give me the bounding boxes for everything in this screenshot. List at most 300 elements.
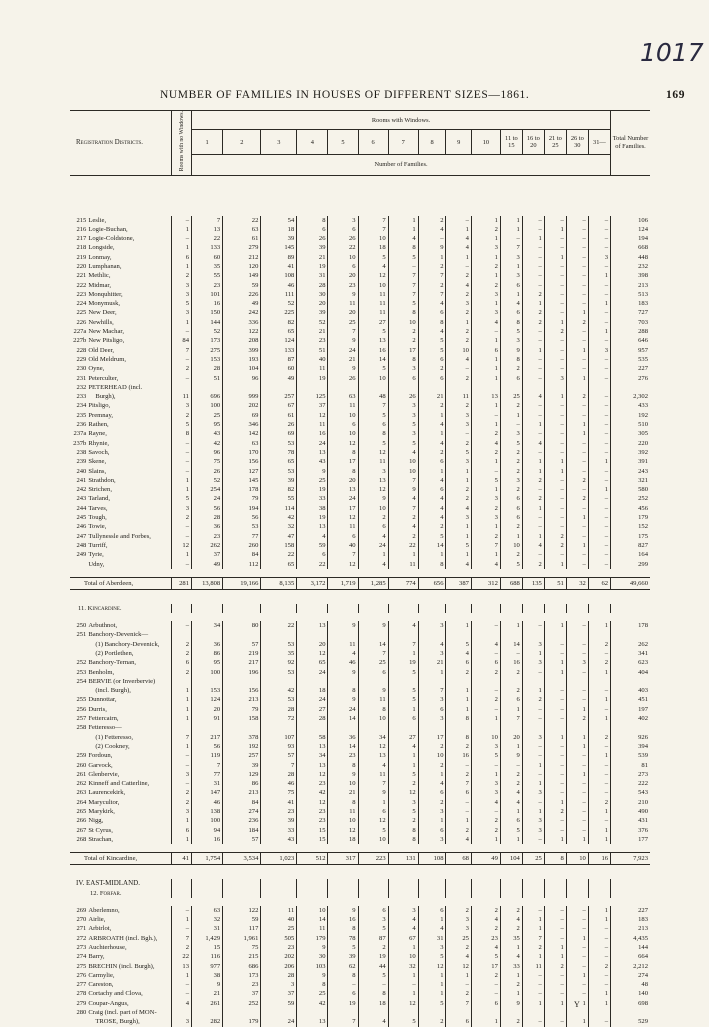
family-count-cell (223, 630, 261, 639)
family-count-cell: 1 (544, 318, 566, 327)
family-count-cell: 2 (588, 658, 610, 667)
family-count-cell: 82 (261, 485, 297, 494)
family-count-cell: 8 (388, 835, 418, 844)
family-count-cell: 2 (522, 560, 544, 569)
family-count-cell: 1 (500, 621, 522, 630)
family-count-cell: 2 (588, 733, 610, 742)
family-count-cell: 14 (418, 541, 446, 550)
family-count-cell (388, 677, 418, 686)
total-families-cell: 299 (611, 560, 650, 569)
family-count-cell: 3,534 (223, 853, 261, 865)
family-count-cell: 5 (471, 476, 500, 485)
family-count-cell: 7 (358, 225, 388, 234)
district-number: 266 (76, 817, 87, 825)
table-row (70, 723, 650, 732)
family-count-cell: 20 (297, 299, 328, 308)
table-row (70, 253, 650, 262)
family-count-cell: 4 (471, 798, 500, 807)
family-count-cell: – (544, 429, 566, 438)
family-count-cell (172, 677, 192, 686)
district-name: BRECHIN (incl. Burgh), (88, 962, 155, 970)
family-count-cell (500, 1008, 522, 1017)
family-count-cell: 9 (328, 336, 358, 345)
family-count-cell: 10 (328, 816, 358, 825)
family-count-cell (261, 723, 297, 732)
family-count-cell: 38 (191, 971, 222, 980)
family-count-cell: 32 (388, 962, 418, 971)
table-row (70, 299, 650, 308)
family-count-cell: 1 (522, 952, 544, 961)
family-count-cell: 9 (297, 943, 328, 952)
family-count-cell: – (522, 971, 544, 980)
district-name: Nigg, (88, 817, 104, 825)
family-count-cell: 79 (223, 494, 261, 503)
family-count-cell: – (566, 761, 588, 770)
district-name: Oyne, (88, 365, 105, 373)
family-count-cell: 75 (223, 943, 261, 952)
district-number: 264 (76, 798, 87, 806)
family-count-cell: 7 (446, 779, 471, 788)
family-count-cell: 125 (297, 392, 328, 401)
family-count-cell: 22 (261, 550, 297, 559)
family-count-cell: 3 (388, 364, 418, 373)
family-count-cell: 1 (446, 522, 471, 531)
family-count-cell: 27 (358, 318, 388, 327)
family-count-cell: 56 (191, 504, 222, 513)
table-row (70, 411, 650, 420)
family-count-cell: 158 (223, 714, 261, 723)
family-count-cell: 3 (446, 411, 471, 420)
family-count-cell: 3 (500, 336, 522, 345)
family-count-cell: 23 (328, 751, 358, 760)
family-count-cell: 2 (500, 1017, 522, 1026)
family-count-cell: 7 (471, 541, 500, 550)
family-count-cell: 122 (223, 327, 261, 336)
table-row (70, 262, 650, 271)
family-count-cell: – (566, 336, 588, 345)
family-count-cell: – (544, 788, 566, 797)
family-count-cell: – (172, 906, 192, 915)
total-families-cell: 510 (611, 420, 650, 429)
family-count-cell: 2 (446, 290, 471, 299)
family-count-cell: 1 (172, 971, 192, 980)
family-count-cell: 3 (446, 457, 471, 466)
family-count-cell: 2 (388, 327, 418, 336)
family-count-cell: 100 (191, 401, 222, 410)
family-count-cell: 178 (223, 485, 261, 494)
table-row (70, 271, 650, 280)
district-number: 217 (76, 235, 87, 243)
total-families-cell: 394 (611, 742, 650, 751)
family-count-cell: 5 (446, 541, 471, 550)
family-count-cell: 40 (261, 915, 297, 924)
family-count-cell: 49 (223, 299, 261, 308)
family-count-cell: 49 (261, 374, 297, 383)
family-count-cell: – (471, 649, 500, 658)
family-count-cell: 2 (471, 429, 500, 438)
family-count-cell: 12 (358, 742, 388, 751)
family-count-cell: – (522, 751, 544, 760)
family-count-cell: – (566, 779, 588, 788)
family-count-cell: 3 (418, 807, 446, 816)
spacer-row (70, 865, 650, 880)
family-count-cell: 57 (223, 835, 261, 844)
family-count-cell: 1 (544, 999, 566, 1008)
family-count-cell: – (566, 439, 588, 448)
family-count-cell: 63 (223, 439, 261, 448)
district-number: 259 (76, 752, 87, 760)
family-count-cell: – (588, 420, 610, 429)
family-count-cell: 2 (500, 924, 522, 933)
family-count-cell: 22 (172, 952, 192, 961)
district-number: 226 (76, 318, 87, 326)
total-families-cell: 827 (611, 541, 650, 550)
family-count-cell: 11 (358, 695, 388, 704)
family-count-cell: 8 (500, 355, 522, 364)
family-count-cell: 7 (446, 999, 471, 1008)
family-count-cell: – (522, 401, 544, 410)
family-count-cell: – (588, 216, 610, 225)
family-count-cell: 2 (446, 401, 471, 410)
header-gap (70, 175, 650, 216)
family-count-cell: 1 (446, 550, 471, 559)
family-count-cell: 977 (191, 962, 222, 971)
family-count-cell: 3 (471, 513, 500, 522)
family-count-cell: 122 (223, 906, 261, 915)
family-count-cell: 9 (328, 770, 358, 779)
family-count-cell: – (588, 541, 610, 550)
family-count-cell (261, 630, 297, 639)
family-count-cell: 2 (418, 522, 446, 531)
family-count-cell: 8 (172, 429, 192, 438)
family-count-cell (471, 1008, 500, 1017)
family-count-cell: 7 (358, 779, 388, 788)
family-count-cell: 1 (388, 705, 418, 714)
column-header: 16 to 20 (522, 130, 544, 155)
family-count-cell: 4 (418, 299, 446, 308)
family-count-cell: 4 (446, 835, 471, 844)
table-row (70, 364, 650, 373)
family-count-cell: 4 (358, 761, 388, 770)
family-count-cell (418, 1008, 446, 1017)
family-count-cell: 2 (418, 401, 446, 410)
table-row (70, 649, 650, 658)
family-count-cell: 8 (358, 705, 388, 714)
family-count-cell: 44 (358, 962, 388, 971)
family-count-cell (223, 383, 261, 392)
family-count-cell: 8 (328, 971, 358, 980)
family-count-cell (172, 1008, 192, 1017)
family-count-cell: – (522, 714, 544, 723)
family-count-cell: – (471, 980, 500, 989)
total-families-cell: 727 (611, 308, 650, 317)
district-name: Dunnottar, (88, 696, 117, 704)
family-count-cell: 274 (223, 807, 261, 816)
family-count-cell: – (446, 980, 471, 989)
family-count-cell: 6 (358, 668, 388, 677)
family-count-cell: 19 (297, 513, 328, 522)
family-count-cell: 49 (471, 853, 500, 865)
family-count-cell: 2 (566, 392, 588, 401)
total-families-cell: 623 (611, 658, 650, 667)
table-row (70, 392, 650, 401)
family-count-cell: 10 (358, 835, 388, 844)
family-count-cell: 7 (358, 401, 388, 410)
table-row (70, 346, 650, 355)
family-count-cell: 5 (358, 924, 388, 933)
family-count-cell: 4 (388, 915, 418, 924)
district-number: 222 (76, 281, 87, 289)
family-count-cell: 2 (446, 668, 471, 677)
family-count-cell: 262 (191, 541, 222, 550)
family-count-cell: 2 (446, 826, 471, 835)
family-count-cell: – (544, 522, 566, 531)
family-count-cell: 3 (418, 714, 446, 723)
family-count-cell: 57 (261, 751, 297, 760)
district-name: Udny, (88, 560, 105, 568)
family-count-cell: 2 (172, 943, 192, 952)
family-count-cell: 17 (328, 457, 358, 466)
family-count-cell: 6 (418, 355, 446, 364)
family-count-cell: 5 (500, 560, 522, 569)
family-count-cell: 24 (297, 668, 328, 677)
family-count-cell: 9 (500, 751, 522, 760)
family-count-cell: 686 (223, 962, 261, 971)
family-count-cell: – (522, 742, 544, 751)
family-count-cell: 3 (172, 401, 192, 410)
district-name: Auchterhouse, (88, 944, 127, 951)
family-count-cell: 156 (223, 686, 261, 695)
district-number: 243 (76, 495, 87, 503)
signature-mark: Y (574, 1000, 580, 1009)
family-count-cell: 1 (566, 541, 588, 550)
family-count-cell: 14 (328, 742, 358, 751)
total-families-cell (611, 723, 650, 732)
total-families-cell: 664 (611, 952, 650, 961)
family-count-cell: 7 (172, 346, 192, 355)
family-count-cell: 59 (223, 281, 261, 290)
family-count-cell: 1 (471, 253, 500, 262)
district-number: 271 (76, 925, 87, 933)
family-count-cell: 1 (544, 668, 566, 677)
family-count-cell: 13 (297, 742, 328, 751)
family-count-cell: 4 (418, 504, 446, 513)
total-families-cell: 140 (611, 989, 650, 998)
family-count-cell (446, 630, 471, 639)
family-count-cell: 213 (223, 695, 261, 704)
family-count-cell: – (471, 686, 500, 695)
family-count-cell: 2 (388, 513, 418, 522)
family-count-cell: 399 (223, 346, 261, 355)
family-count-cell (522, 630, 544, 639)
total-label: Total of Aberdeen, (70, 577, 172, 589)
family-count-cell: 8 (388, 308, 418, 317)
family-count-cell: 1 (588, 807, 610, 816)
family-count-cell: 2 (418, 1017, 446, 1026)
family-count-cell: 28 (191, 364, 222, 373)
family-count-cell: – (588, 943, 610, 952)
family-count-cell: 9 (358, 621, 388, 630)
family-count-cell: 2 (500, 686, 522, 695)
total-families-cell: 273 (611, 770, 650, 779)
section-title-row (70, 879, 650, 888)
district-number: 239 (76, 458, 87, 466)
family-count-cell: 2 (500, 467, 522, 476)
family-count-cell: 1 (544, 798, 566, 807)
total-families-cell: 456 (611, 504, 650, 513)
family-count-cell: – (500, 761, 522, 770)
family-count-cell: – (566, 943, 588, 952)
family-count-cell: 257 (223, 751, 261, 760)
family-count-cell: 1 (522, 467, 544, 476)
family-count-cell: – (588, 364, 610, 373)
family-count-cell: 6 (500, 374, 522, 383)
family-count-cell: – (544, 761, 566, 770)
family-count-cell: 19 (358, 952, 388, 961)
family-count-cell: 1 (522, 915, 544, 924)
family-count-cell: 135 (522, 577, 544, 589)
family-count-cell (566, 723, 588, 732)
family-count-cell: 6 (500, 281, 522, 290)
total-label: Total of Kincardine, (70, 853, 172, 865)
district-number: 252 (76, 659, 87, 667)
total-families-cell: 448 (611, 253, 650, 262)
family-count-cell: 63 (328, 392, 358, 401)
family-count-cell: – (566, 980, 588, 989)
family-count-cell: – (172, 216, 192, 225)
district-number: 255 (76, 696, 87, 704)
family-count-cell: 24 (328, 494, 358, 503)
family-count-cell: 8 (418, 318, 446, 327)
table-row (70, 971, 650, 980)
family-count-cell: – (522, 448, 544, 457)
family-count-cell: 6 (328, 262, 358, 271)
family-count-cell: 23 (297, 807, 328, 816)
table-row (70, 281, 650, 290)
family-count-cell: 46 (261, 281, 297, 290)
family-count-cell: 4 (328, 649, 358, 658)
spacer-row (70, 613, 650, 621)
family-count-cell: 28 (261, 971, 297, 980)
family-count-cell: 3 (522, 788, 544, 797)
family-count-cell: 1 (172, 262, 192, 271)
family-count-cell: – (172, 327, 192, 336)
table-row (70, 374, 650, 383)
family-count-cell: 17 (388, 346, 418, 355)
family-count-cell: 13 (471, 392, 500, 401)
family-count-cell (588, 1008, 610, 1017)
total-families-cell: 402 (611, 714, 650, 723)
family-count-cell: 2 (471, 448, 500, 457)
family-count-cell: 5 (358, 971, 388, 980)
family-count-cell: 5 (500, 439, 522, 448)
family-count-cell: – (588, 401, 610, 410)
family-count-cell: 1 (522, 807, 544, 816)
family-count-cell: – (522, 835, 544, 844)
family-count-cell: – (544, 924, 566, 933)
family-count-cell: 1 (471, 216, 500, 225)
family-count-cell: 42 (261, 513, 297, 522)
family-count-cell: 6 (500, 513, 522, 522)
family-count-cell: 1 (544, 943, 566, 952)
family-count-cell: – (522, 989, 544, 998)
family-count-cell: 3 (172, 290, 192, 299)
family-count-cell: – (544, 262, 566, 271)
family-count-cell: 6 (418, 906, 446, 915)
family-count-cell: 8 (328, 448, 358, 457)
family-count-cell: 194 (223, 504, 261, 513)
families-table (70, 110, 650, 1027)
family-count-cell: – (418, 234, 446, 243)
family-count-cell (261, 1008, 297, 1017)
family-count-cell: 1 (566, 934, 588, 943)
family-count-cell: 7 (172, 733, 192, 742)
family-count-cell: 1 (172, 243, 192, 252)
family-count-cell: 10 (388, 467, 418, 476)
district-name: Marycultor, (88, 798, 120, 806)
family-count-cell: 39 (261, 476, 297, 485)
district-number (70, 1017, 87, 1026)
family-count-cell: 10 (388, 457, 418, 466)
family-count-cell: 4 (471, 915, 500, 924)
family-count-cell: 28 (261, 770, 297, 779)
family-count-cell: 20 (191, 705, 222, 714)
family-count-cell: 217 (191, 733, 222, 742)
family-count-cell: 5 (418, 999, 446, 1008)
family-count-cell: – (566, 532, 588, 541)
family-count-cell: 505 (261, 934, 297, 943)
family-count-cell: – (566, 290, 588, 299)
family-count-cell: – (588, 816, 610, 825)
district-name: Slains, (88, 467, 107, 475)
family-count-cell: 4 (500, 952, 522, 961)
family-count-cell: 4 (446, 355, 471, 364)
family-count-cell: 3 (358, 915, 388, 924)
family-count-cell: – (544, 550, 566, 559)
family-count-cell: 12 (388, 999, 418, 1008)
family-count-cell: 92 (261, 658, 297, 667)
family-count-cell: 18 (261, 225, 297, 234)
total-families-cell: 194 (611, 234, 650, 243)
family-count-cell: 20 (297, 640, 328, 649)
family-count-cell: 1 (500, 971, 522, 980)
family-count-cell: 52 (297, 318, 328, 327)
family-count-cell: 2 (446, 374, 471, 383)
page-number: 169 (666, 89, 686, 101)
family-count-cell: 11 (358, 290, 388, 299)
family-count-cell: 9 (418, 243, 446, 252)
total-families-cell: 252 (611, 494, 650, 503)
family-count-cell: 1 (588, 989, 610, 998)
family-count-cell: 1 (522, 761, 544, 770)
column-header: 8 (418, 130, 446, 155)
family-count-cell: 33 (261, 826, 297, 835)
family-count-cell: 4 (500, 299, 522, 308)
table-row (70, 448, 650, 457)
family-count-cell: 8 (297, 216, 328, 225)
family-count-cell: – (588, 742, 610, 751)
family-count-cell: 2 (566, 494, 588, 503)
family-count-cell: 86 (223, 779, 261, 788)
family-count-cell: 7 (388, 504, 418, 513)
family-count-cell: 13 (358, 751, 388, 760)
family-count-cell: 5 (172, 494, 192, 503)
family-count-cell: – (588, 290, 610, 299)
district-name: Kinneff and Catterline, (88, 780, 150, 788)
family-count-cell: – (588, 952, 610, 961)
family-count-cell: 7 (388, 640, 418, 649)
family-count-cell: 9 (500, 999, 522, 1008)
